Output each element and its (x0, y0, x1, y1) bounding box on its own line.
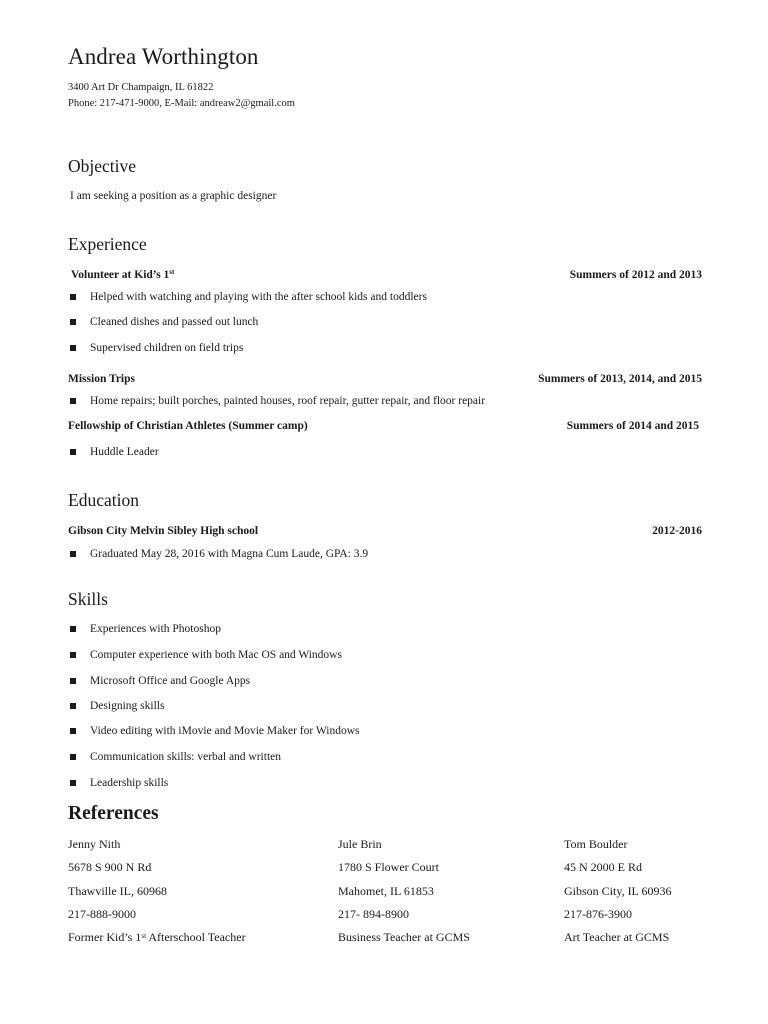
phone-email-line: Phone: 217-471-9000, E-Mail: andreaw2@gmail.com (68, 98, 295, 109)
experience-dates: Summers of 2012 and 2013 (569, 269, 702, 281)
bullet-icon (70, 703, 76, 709)
reference-role: Former Kid’s 1st Afterschool Teacher (68, 930, 246, 945)
applicant-name: Andrea Worthington (68, 44, 259, 69)
bullet-icon (70, 678, 76, 684)
reference-city: Mahomet, IL 61853 (338, 883, 434, 898)
reference-phone: 217-876-3900 (564, 906, 632, 921)
bullet-icon (70, 626, 76, 632)
education-entry-header (68, 525, 702, 537)
list-item: Video editing with iMovie and Movie Maker for Windows (68, 725, 359, 737)
reference-city: Thawville IL, 60968 (68, 883, 167, 898)
list-item: Computer experience with both Mac OS and Windows (68, 649, 342, 661)
list-item: Experiences with Photoshop (68, 623, 221, 635)
skills-heading: Skills (68, 589, 108, 609)
list-item: Supervised children on field trips (68, 342, 243, 354)
reference-card (338, 836, 470, 952)
reference-role: Art Teacher at GCMS (564, 930, 670, 945)
references-heading: References (68, 803, 159, 824)
list-item: Microsoft Office and Google Apps (68, 675, 250, 687)
objective-heading: Objective (68, 156, 137, 176)
reference-name: Jule Brin (338, 837, 382, 851)
reference-street: 5678 S 900 N Rd (68, 860, 152, 875)
bullet-icon (70, 780, 76, 786)
bullet-icon (70, 754, 76, 760)
bullet-icon (70, 728, 76, 734)
list-item: Helped with watching and playing with the after school kids and toddlers (68, 291, 427, 303)
bullet-icon (70, 652, 76, 658)
experience-dates: Summers of 2014 and 2015 (566, 420, 699, 432)
experience-entry-header (68, 269, 702, 281)
experience-entry-header (68, 420, 699, 432)
address-line: 3400 Art Dr Champaign, IL 61822 (68, 82, 214, 93)
school-name: Gibson City Melvin Sibley High school (68, 525, 259, 537)
experience-title: Mission Trips (68, 373, 135, 385)
reference-street: 1780 S Flower Court (338, 860, 440, 875)
list-item: Cleaned dishes and passed out lunch (68, 316, 258, 328)
experience-entry-header (68, 373, 702, 385)
education-dates: 2012-2016 (652, 525, 702, 537)
education-heading: Education (68, 490, 139, 510)
reference-name: Tom Boulder (564, 837, 628, 851)
reference-role: Business Teacher at GCMS (338, 930, 470, 945)
list-item: Leadership skills (68, 777, 168, 789)
reference-card (68, 836, 246, 952)
reference-phone: 217-888-9000 (68, 906, 136, 921)
bullet-icon (70, 449, 76, 455)
bullet-icon (70, 551, 76, 557)
objective-text: I am seeking a position as a graphic designer (70, 190, 277, 202)
experience-heading: Experience (68, 234, 147, 254)
reference-name: Jenny Nith (68, 837, 121, 851)
list-item: Graduated May 28, 2016 with Magna Cum Laude, GPA: 3.9 (68, 548, 368, 560)
reference-card (564, 836, 671, 952)
list-item: Huddle Leader (68, 446, 159, 458)
list-item: Designing skills (68, 700, 164, 712)
bullet-icon (70, 319, 76, 325)
bullet-icon (70, 398, 76, 404)
experience-dates: Summers of 2013, 2014, and 2015 (538, 373, 702, 385)
experience-title: Fellowship of Christian Athletes (Summer camp) (68, 420, 308, 432)
bullet-icon (70, 294, 76, 300)
reference-phone: 217- 894-8900 (338, 906, 409, 921)
reference-city: Gibson City, IL 60936 (564, 883, 672, 898)
list-item: Communication skills: verbal and written (68, 751, 281, 763)
bullet-icon (70, 345, 76, 351)
reference-street: 45 N 2000 E Rd (564, 860, 642, 875)
experience-title: Volunteer at Kid’s 1st (71, 268, 175, 281)
list-item: Home repairs; built porches, painted houses, roof repair, gutter repair, and floor repair (68, 395, 485, 407)
